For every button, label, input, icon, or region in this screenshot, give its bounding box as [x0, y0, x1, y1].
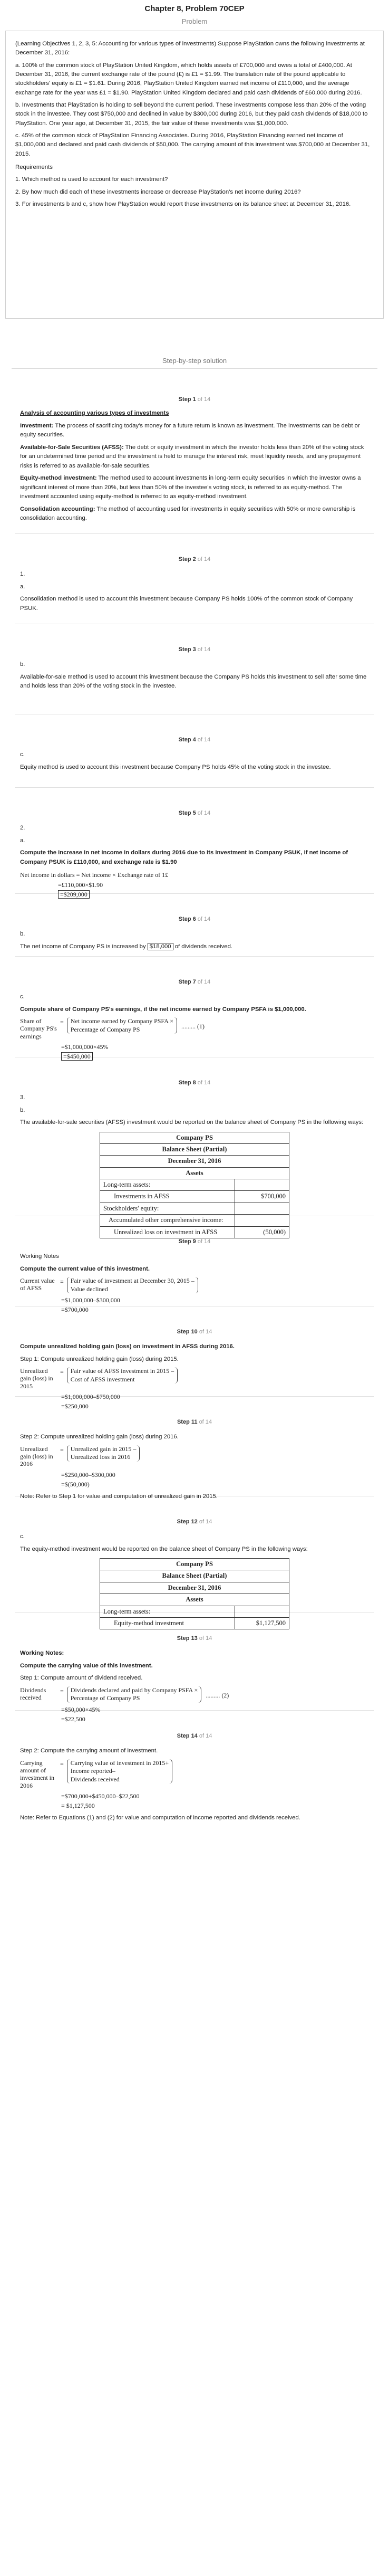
formula: Net income in dollars = Net income × Exchange rate of 1£ [20, 871, 169, 879]
formula: Unrealized gain (loss) in 2015 = Fair value of AFSS investment in 2015 – Cost of AFSS investment [20, 1367, 369, 1390]
formula-result: =$250,000 [61, 1403, 89, 1410]
step-header: Step 11 of 14 [177, 1419, 212, 1425]
step-heading: Analysis of accounting various types of investments [20, 410, 169, 416]
step-11 [0, 1397, 389, 1500]
part-label: b. [20, 931, 25, 937]
step-header: Step 9 of 14 [178, 1238, 211, 1245]
problem-item-b: b. Investments that PlayStation is holding to sell beyond the current period. These investments compose less than 20% of the voting stock in the investee. They cost $750,000 and declined in value by $300,000 during 2016, but they paid cash dividends of $18,000 to PlayStation. One year ago, at December 31, 2015, the fair value of these investments was $1,000,000. [15, 101, 368, 127]
step-note: Note: Refer to Step 1 for value and computation of unrealized gain in 2015. [20, 1493, 218, 1500]
step-header: Step 13 of 14 [177, 1635, 212, 1642]
step-header: Step 12 of 14 [177, 1519, 212, 1525]
step-header: Step 4 of 14 [178, 737, 211, 743]
req-number: 2. [20, 825, 25, 831]
formula-result: =$22,500 [61, 1715, 85, 1723]
part-label: a. [20, 837, 25, 844]
formula-calc: =$1,000,000–$750,000 [61, 1393, 120, 1401]
problem-item-c: c. 45% of the common stock of PlayStation Financing Associates. During 2016, PlayStation Financing earned net income of $1,000,000 and declared and paid cash dividends of $50,000. The carrying amount of this investment was $700,000 at December 31, 2015. [15, 132, 370, 157]
formula: Carrying amount of investment in 2016 = Carrying value of investment in 2015+ Income reported– Dividends received [20, 1759, 369, 1790]
problem-statement [5, 31, 384, 319]
step-header: Step 2 of 14 [178, 556, 211, 562]
problem-intro: (Learning Objectives 1, 2, 3, 5: Accounting for various types of investments) Suppose PlayStation owns the following investments at December 31, 2016: [15, 41, 365, 56]
working-notes: Working Notes: [20, 1650, 64, 1656]
step-text: Equity method is used to account this investment because Company PS holds 45% of the voting stock in the investee. [20, 764, 331, 770]
formula-result: =$209,000 [58, 890, 90, 899]
definition-investment: Investment: The process of sacrificing today's money for a future return is known as investment. The investments can be debt or equity securities. [20, 422, 360, 438]
problem-tab[interactable]: Problem [181, 17, 208, 25]
step-8 [0, 1057, 389, 1236]
answer-box: $18,000 [148, 943, 173, 950]
step-header: Step 10 of 14 [177, 1329, 212, 1335]
step-1 [0, 369, 389, 533]
step-header: Step 3 of 14 [178, 646, 211, 653]
step-header: Step 6 of 14 [178, 916, 211, 922]
formula: Dividends received = Dividends declared and paid by Company PSFA × Percentage of Company PS ......... (2) [20, 1686, 229, 1702]
step-note: Note: Refer to Equations (1) and (2) for value and computation of income reported and dividends received. [20, 1815, 300, 1821]
definition-equity-method: Equity-method investment: The method used to account investments in long-term equity securities in which the investor owns a significant interest of more than 20%, but less than 50% of the investee's voting stock, is referred to as equity-method. The investment accounted using equity-method is referred to as equity-method investment. [20, 475, 361, 500]
step-3 [0, 624, 389, 714]
working-notes: Working Notes [20, 1253, 59, 1260]
requirement-3: 3. For investments b and c, show how PlayStation would report these investments on its balance sheet at December 31, 2016. [15, 201, 351, 207]
sub-step: Step 2: Compute unrealized holding gain (loss) during 2016. [20, 1434, 179, 1440]
sub-step: Step 1: Compute unrealized holding gain (loss) during 2015. [20, 1356, 179, 1362]
step-heading: Compute the carrying value of this investment. [20, 1662, 153, 1669]
requirement-2: 2. By how much did each of these investments increase or decrease PlayStation's net income during 2016? [15, 188, 301, 195]
part-label: c. [20, 1533, 25, 1540]
part-label: c. [20, 751, 25, 758]
step-text: Available-for-sale method is used to account this investment because the Company PS holds this investment to sell after some time and holds less than 20% of the voting stock in the investee. [20, 673, 367, 689]
definition-consolidation: Consolidation accounting: The method of accounting used for investments in equity securities with 50% or more ownership is consolidation accounting. [20, 505, 356, 521]
step-heading: Compute the increase in net income in dollars during 2016 due to its investment in Company PSUK, if net income of Company PSUK is £110,000, and exchange rate is $1.90 [20, 850, 348, 865]
step-4 [0, 714, 389, 787]
req-number: 1. [20, 571, 25, 577]
step-12 [0, 1496, 389, 1627]
step-heading: Compute the current value of this investment. [20, 1265, 150, 1272]
formula-result: =$450,000 [61, 1052, 93, 1061]
part-label: a. [20, 583, 25, 590]
sub-step: Step 1: Compute amount of dividend received. [20, 1675, 143, 1681]
step-2 [0, 534, 389, 624]
part-label: b. [20, 1106, 25, 1113]
part-label: b. [20, 661, 25, 667]
step-header: Step 1 of 14 [178, 396, 211, 403]
formula-result: = $1,127,500 [61, 1802, 95, 1810]
balance-sheet-afss: Company PS Balance Sheet (Partial) December 31, 2016 Assets Long-term assets: Investments in AFSS $700,000 Stockholders' equity: Accumulated other comprehensive income: Unrealized loss on investment in AFSS (50,000) [100, 1132, 289, 1238]
step-heading: Compute share of Company PS's earnings, if the net income earned by Company PSFA is $1,000,000. [20, 1006, 306, 1013]
solution-title: Step-by-step solution [162, 357, 227, 365]
step-text: Consolidation method is used to account this investment because Company PS holds 100% of the common stock of Company PSUK. [20, 596, 353, 612]
step-9 [0, 1216, 389, 1314]
step-10 [0, 1306, 389, 1410]
step-text: The equity-method investment would be reported on the balance sheet of Company PS in the following ways: [20, 1545, 308, 1552]
definition-afss: Available-for-Sale Securities (AFSS): The debt or equity investment in which the investor holds less than 20% of the voting stock for an undetermined time period and the investment is held to manage the interest risk, meet liquidity needs, and any prepayment risks is referred to as available-for-sale securities. [20, 444, 364, 469]
balance-sheet-equity: Company PS Balance Sheet (Partial) December 31, 2016 Assets Long-term assets: Equity-method investment $1,127,500 [100, 1558, 289, 1629]
step-7 [0, 957, 389, 1061]
step-5 [0, 788, 389, 899]
step-header: Step 8 of 14 [178, 1080, 211, 1086]
step-heading: Compute unrealized holding gain (loss) on investment in AFSS during 2016. [20, 1343, 235, 1350]
sub-step: Step 2: Compute the carrying amount of investment. [20, 1748, 158, 1754]
step-13 [0, 1613, 389, 1723]
formula-calc: =$50,000×45% [61, 1705, 101, 1713]
formula: Current value of AFSS = Fair value of investment at December 30, 2015 – Value declined [20, 1277, 369, 1293]
step-header: Step 7 of 14 [178, 979, 211, 985]
step-header: Step 14 of 14 [177, 1733, 212, 1739]
step-14 [0, 1711, 389, 1821]
req-number: 3. [20, 1094, 25, 1101]
step-header: Step 5 of 14 [178, 810, 211, 816]
formula-calc: =£110,000×$1.90 [58, 881, 103, 889]
problem-item-a: a. 100% of the common stock of PlayStation United Kingdom, which holds assets of £700,000 and owes a total of £400,000. At December 31, 2016, the current exchange rate of the pound (£) is £1 = $1.99. The translation rate of the pound applicable to stockholders' equity is £1 = $1.61. During 2016, PlayStation United Kingdom earned net income of £110,000, and the average exchange rate for the year was £1 = $1.90. PlayStation United Kingdom declared and paid cash dividends of £60,000 during 2016. [15, 62, 362, 96]
formula-calc: =$700,000+$450,000–$22,500 [61, 1792, 140, 1800]
formula-result: =$700,000 [61, 1306, 89, 1314]
formula-calc: =$1,000,000–$300,000 [61, 1296, 120, 1304]
formula: Unrealized gain (loss) in 2016 = Unrealized gain in 2015 – Unrealized loss in 2016 [20, 1445, 369, 1468]
chapter-title: Chapter 8, Problem 70CEP [144, 4, 245, 13]
step-text: The available-for-sale securities (AFSS) investment would be reported on the balance sheet of Company PS in the following ways: [20, 1119, 364, 1125]
requirement-1: 1. Which method is used to account for each investment? [15, 176, 168, 183]
requirements-title: Requirements [15, 164, 53, 170]
formula: Share of Company PS's earnings = Net income earned by Company PSFA × Percentage of Company PS ......... (1) [20, 1017, 205, 1040]
formula-calc: =$250,000–$300,000 [61, 1471, 115, 1478]
part-label: c. [20, 994, 25, 1000]
step-6 [0, 894, 389, 956]
formula-result: =$(50,000) [61, 1480, 90, 1488]
formula-calc: =$1,000,000×45% [61, 1043, 109, 1051]
step-text: The net income of Company PS is increased by $18,000 of dividends received. [20, 943, 232, 950]
